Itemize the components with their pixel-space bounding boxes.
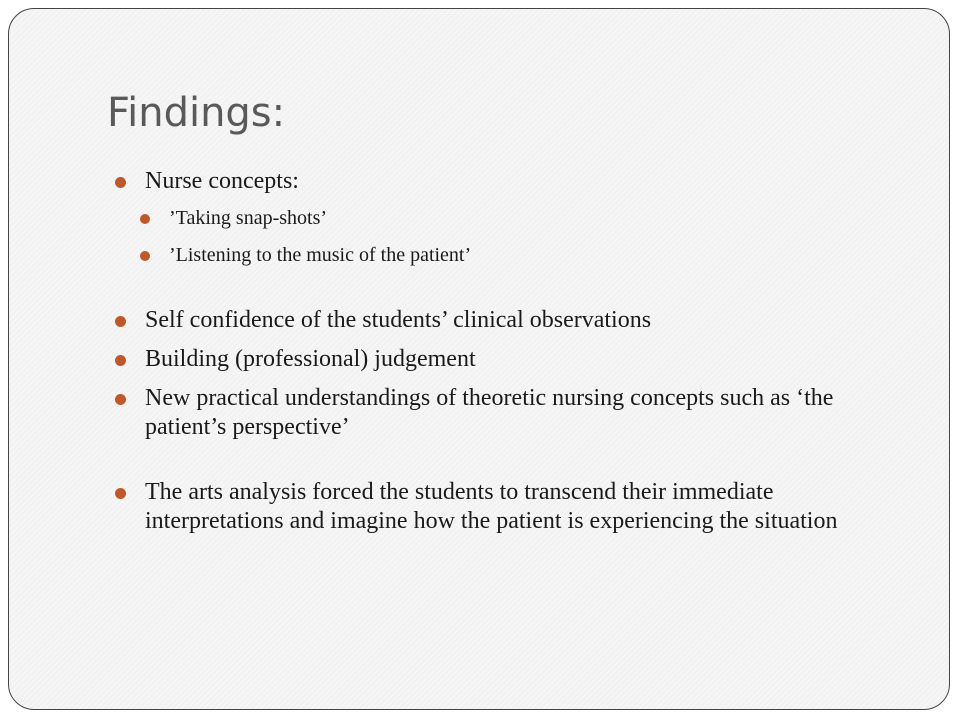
bullet-item: The arts analysis forced the students to transcend their immediate interpretations and imagine how the patient is experiencing the situation xyxy=(107,478,907,536)
slide-frame xyxy=(8,8,950,710)
bullet-item: Nurse concepts: xyxy=(107,167,907,196)
list-spacer xyxy=(107,452,907,478)
bullet-item: Self confidence of the students’ clinical observations xyxy=(107,306,907,335)
bullet-item: Building (professional) judgement xyxy=(107,345,907,374)
bullet-item: New practical understandings of theoretic nursing concepts such as ‘the patient’s perspective’ xyxy=(107,384,907,442)
bullet-list xyxy=(107,167,907,546)
list-spacer xyxy=(107,280,907,306)
slide-title: Findings: xyxy=(107,90,286,136)
sub-bullet-item: ’Taking snap-shots’ xyxy=(107,206,907,231)
sub-bullet-item: ’Listening to the music of the patient’ xyxy=(107,243,907,268)
